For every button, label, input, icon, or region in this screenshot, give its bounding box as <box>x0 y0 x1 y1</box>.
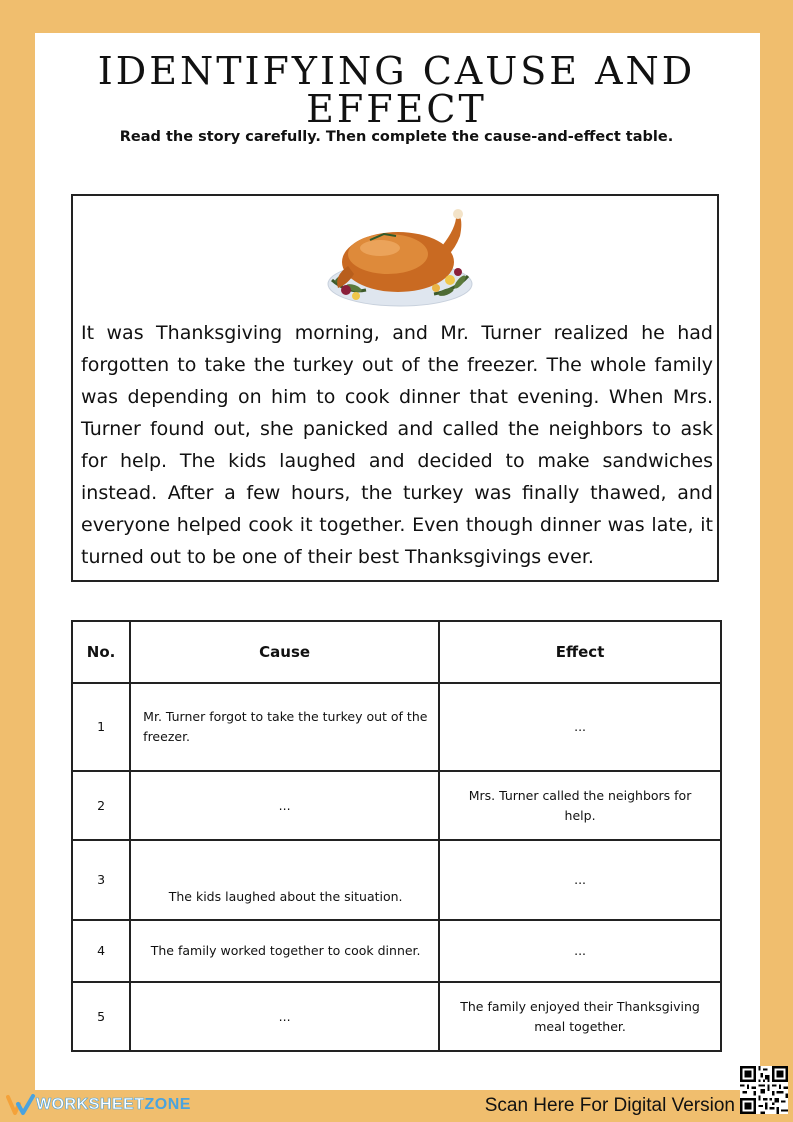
table-row <box>72 771 721 840</box>
cause-blank[interactable]: ... <box>130 771 439 840</box>
worksheetzone-logo-icon <box>6 1094 36 1116</box>
logo-wordmark <box>36 1096 191 1114</box>
effect-blank[interactable]: ... <box>439 683 721 771</box>
instructions: Read the story carefully. Then complete the cause-and-effect table. <box>119 129 674 145</box>
table-header-row <box>72 621 721 683</box>
effect-blank[interactable]: ... <box>439 920 721 982</box>
cause-cell: Mr. Turner forgot to take the turkey out of the freezer. <box>130 683 439 771</box>
cause-cell: The kids laughed about the situation. <box>130 840 439 920</box>
scan-caption: Scan Here For Digital Version <box>484 1095 735 1116</box>
effect-cell: Mrs. Turner called the neighbors for help. <box>439 771 721 840</box>
table-row <box>72 840 721 920</box>
cause-cell: The family worked together to cook dinner. <box>130 920 439 982</box>
cause-effect-table <box>71 620 722 1052</box>
row-number: 2 <box>72 771 130 840</box>
effect-cell: The family enjoyed their Thanksgiving meal together. <box>439 982 721 1051</box>
worksheetzone-logo[interactable] <box>6 1094 191 1116</box>
row-number: 3 <box>72 840 130 920</box>
row-number: 1 <box>72 683 130 771</box>
roast-turkey-illustration <box>318 206 478 314</box>
story-box <box>71 194 719 582</box>
qr-code[interactable] <box>740 1066 788 1114</box>
table-row <box>72 982 721 1051</box>
logo-word-zone: ZONE <box>144 1096 191 1113</box>
effect-blank[interactable]: ... <box>439 840 721 920</box>
worksheet-title: IDENTIFYING CAUSE AND EFFECT <box>97 49 696 131</box>
header-no: No. <box>72 621 130 683</box>
table-row <box>72 683 721 771</box>
table-row <box>72 920 721 982</box>
row-number: 5 <box>72 982 130 1051</box>
cause-blank[interactable]: ... <box>130 982 439 1051</box>
row-number: 4 <box>72 920 130 982</box>
header-effect: Effect <box>439 621 721 683</box>
logo-word-worksheet: WORKSHEET <box>36 1096 145 1113</box>
header-cause: Cause <box>130 621 439 683</box>
story-text: It was Thanksgiving morning, and Mr. Turner realized he had forgotten to take the turkey out of the freezer. The whole family was depending on him to cook dinner that evening. When Mrs. Turner found out, she panicked and called the neighbors to ask for help. The kids laughed and decided to make sandwiches instead. After a few hours, the turkey was finally thawed, and everyone helped cook it together. Even though dinner was late, it turned out to be one of their best Thanksgivings ever. <box>81 322 713 568</box>
